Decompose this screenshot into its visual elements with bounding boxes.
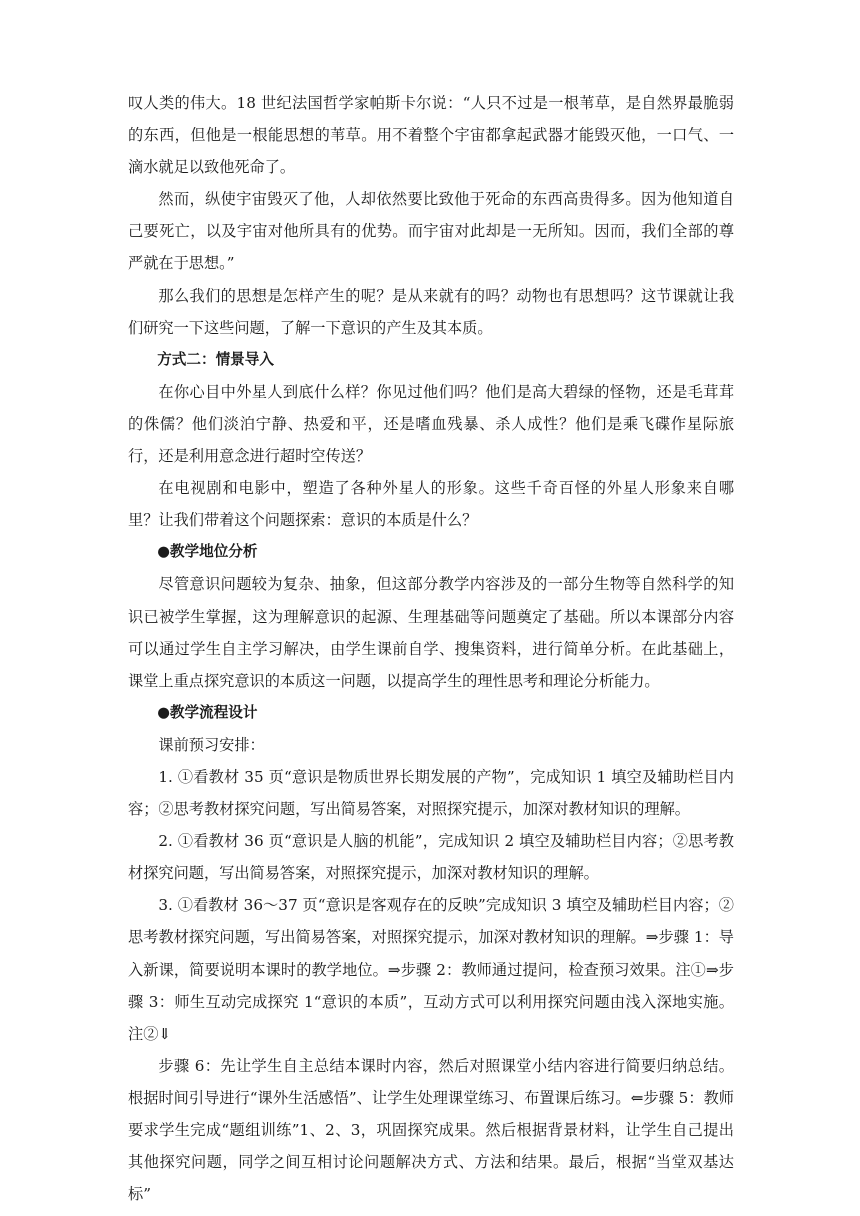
heading-teaching-status: ●教学地位分析: [157, 543, 258, 561]
heading-teaching-flow: ●教学流程设计: [157, 703, 258, 721]
document-page: [128, 87, 734, 1210]
paragraph-pascal-quote: 叹人类的伟大。18 世纪法国哲学家帕斯卡尔说：“人只不过是一根苇草，是自然界最脆弱的东西，但他是一根能思想的苇草。用不着整个宇宙都拿起武器才能毁灭他，一口气、一滴水就足以致他死命了。: [128, 94, 734, 177]
paragraph-teaching-status: 尽管意识问题较为复杂、抽象，但这部分教学内容涉及的一部分生物等自然科学的知识已被学生掌握，这为理解意识的起源、生理基础等问题奠定了基础。所以本课部分内容可以通过学生自主学习解决，由学生课前自学、搜集资料，进行简单分析。在此基础上，课堂上重点探究意识的本质这一问题，以提高学生的理性思考和理论分析能力。: [128, 575, 734, 690]
paragraph-lesson-intro: 那么我们的思想是怎样产生的呢？是从来就有的吗？动物也有思想吗？这节课就让我们研究一下这些问题，了解一下意识的产生及其本质。: [128, 286, 734, 337]
paragraph-alien-media: 在电视剧和电影中，塑造了各种外星人的形象。这些千奇百怪的外星人形象来自哪里？让我们带着这个问题探索：意识的本质是什么？: [128, 479, 734, 530]
paragraph-preview-label: 课前预习安排：: [158, 735, 265, 754]
list-item-preview-3: 3. ①看教材 36～37 页“意识是客观存在的反映”完成知识 3 填空及辅助栏目内容；②思考教材探究问题，写出简易答案，对照探究提示，加深对教材知识的理解。⇒步骤 1：导入新课，简要说明本课时的教学地位。⇒步骤 2：教师通过提问，检查预习效果。注①⇒步骤 3：师生互动完成探究 1“意识的本质”，互动方式可以利用探究问题由浅入深地实施。注②⇓: [128, 896, 734, 1043]
paragraph-alien-questions: 在你心目中外星人到底什么样？你见过他们吗？他们是高大碧绿的怪物，还是毛茸茸的侏儒？他们淡泊宁静、热爱和平，还是嗜血残暴、杀人成性？他们是乘飞碟作星际旅行，还是利用意念进行超时空传送？: [128, 382, 734, 466]
paragraph-pascal-quote-cont: 然而，纵使宇宙毁灭了他，人却依然要比致他于死命的东西高贵得多。因为他知道自己要死亡，以及宇宙对他所具有的优势。而宇宙对此却是一无所知。因而，我们全部的尊严就在于思想。”: [128, 190, 734, 273]
heading-method-two: 方式二：情景导入: [157, 350, 274, 368]
list-item-preview-1: 1. ①看教材 35 页“意识是物质世界长期发展的产物”，完成知识 1 填空及辅助栏目内容；②思考教材探究问题，写出简易答案，对照探究提示，加深对教材知识的理解。: [128, 767, 734, 819]
list-item-preview-2: 2. ①看教材 36 页“意识是人脑的机能”，完成知识 2 填空及辅助栏目内容；②思考教材探究问题，写出简易答案，对照探究提示，加深对教材知识的理解。: [128, 832, 734, 883]
paragraph-step-6: 步骤 6：先让学生自主总结本课时内容，然后对照课堂小结内容进行简要归纳总结。根据时间引导进行“课外生活感悟”、让学生处理课堂练习、布置课后练习。⇐步骤 5：教师要求学生完成“题组训练”1、2、3，巩固探究成果。然后根据背景材料，让学生自己提出其他探究问题，同学之间互相讨论问题解决方式、方法和结果。最后，根据“当堂双基达标”: [128, 1056, 734, 1204]
